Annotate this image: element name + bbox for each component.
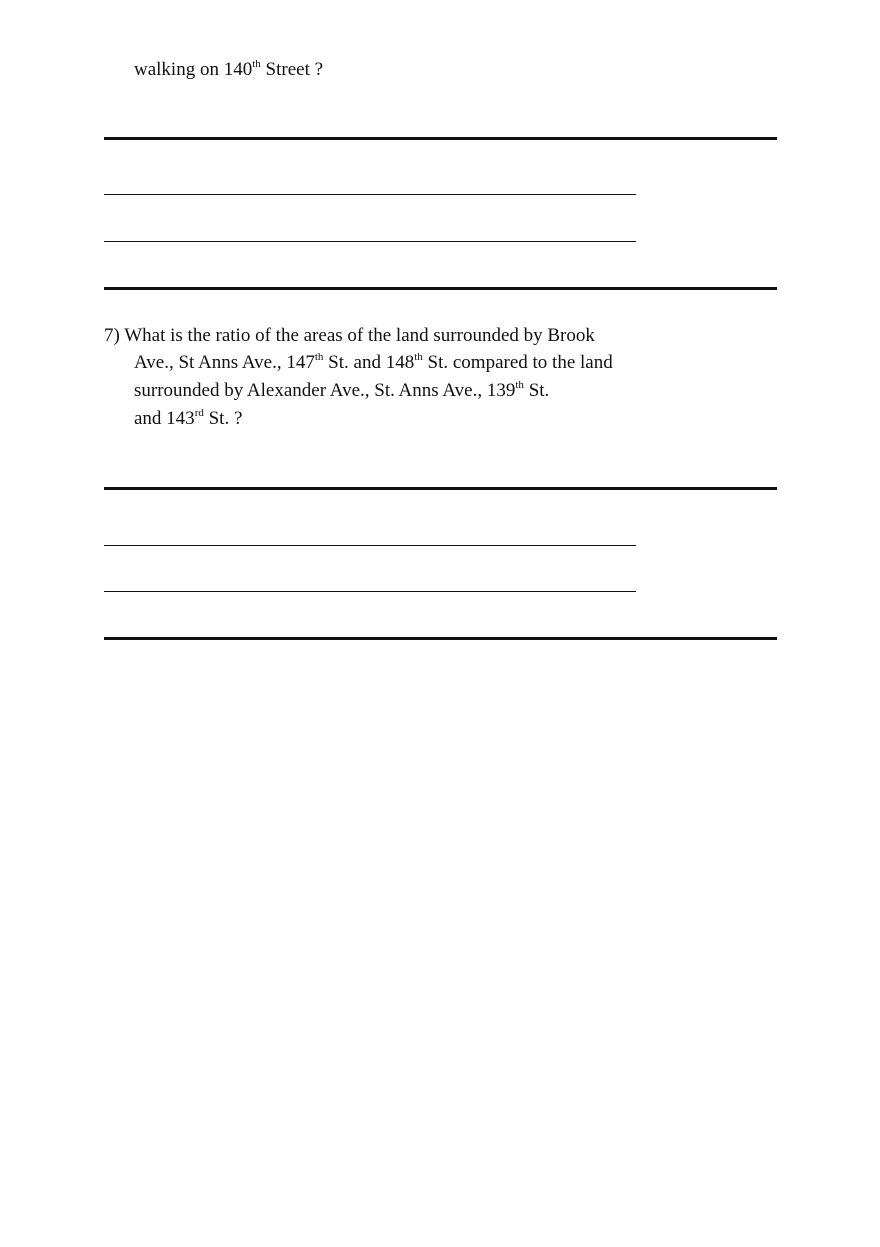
- answer-line-long: [104, 487, 777, 490]
- question-7-line-1: 7) What is the ratio of the areas of the land surrounded by Brook: [104, 325, 595, 346]
- answer-line-short: [104, 591, 636, 592]
- answer-line-short: [104, 241, 636, 242]
- question-7-line-2: Ave., St Anns Ave., 147th St. and 148th St. compared to the land: [134, 351, 613, 373]
- question-continuation-text: walking on 140th Street ?: [134, 58, 324, 80]
- question-7-line-4: and 143rd St. ?: [134, 407, 243, 429]
- answer-line-long: [104, 637, 777, 640]
- answer-line-short: [104, 545, 636, 546]
- answer-line-short: [104, 194, 636, 195]
- answer-line-long: [104, 137, 777, 140]
- question-7-line-3: surrounded by Alexander Ave., St. Anns Ave., 139th St.: [134, 379, 550, 401]
- answer-line-long: [104, 287, 777, 290]
